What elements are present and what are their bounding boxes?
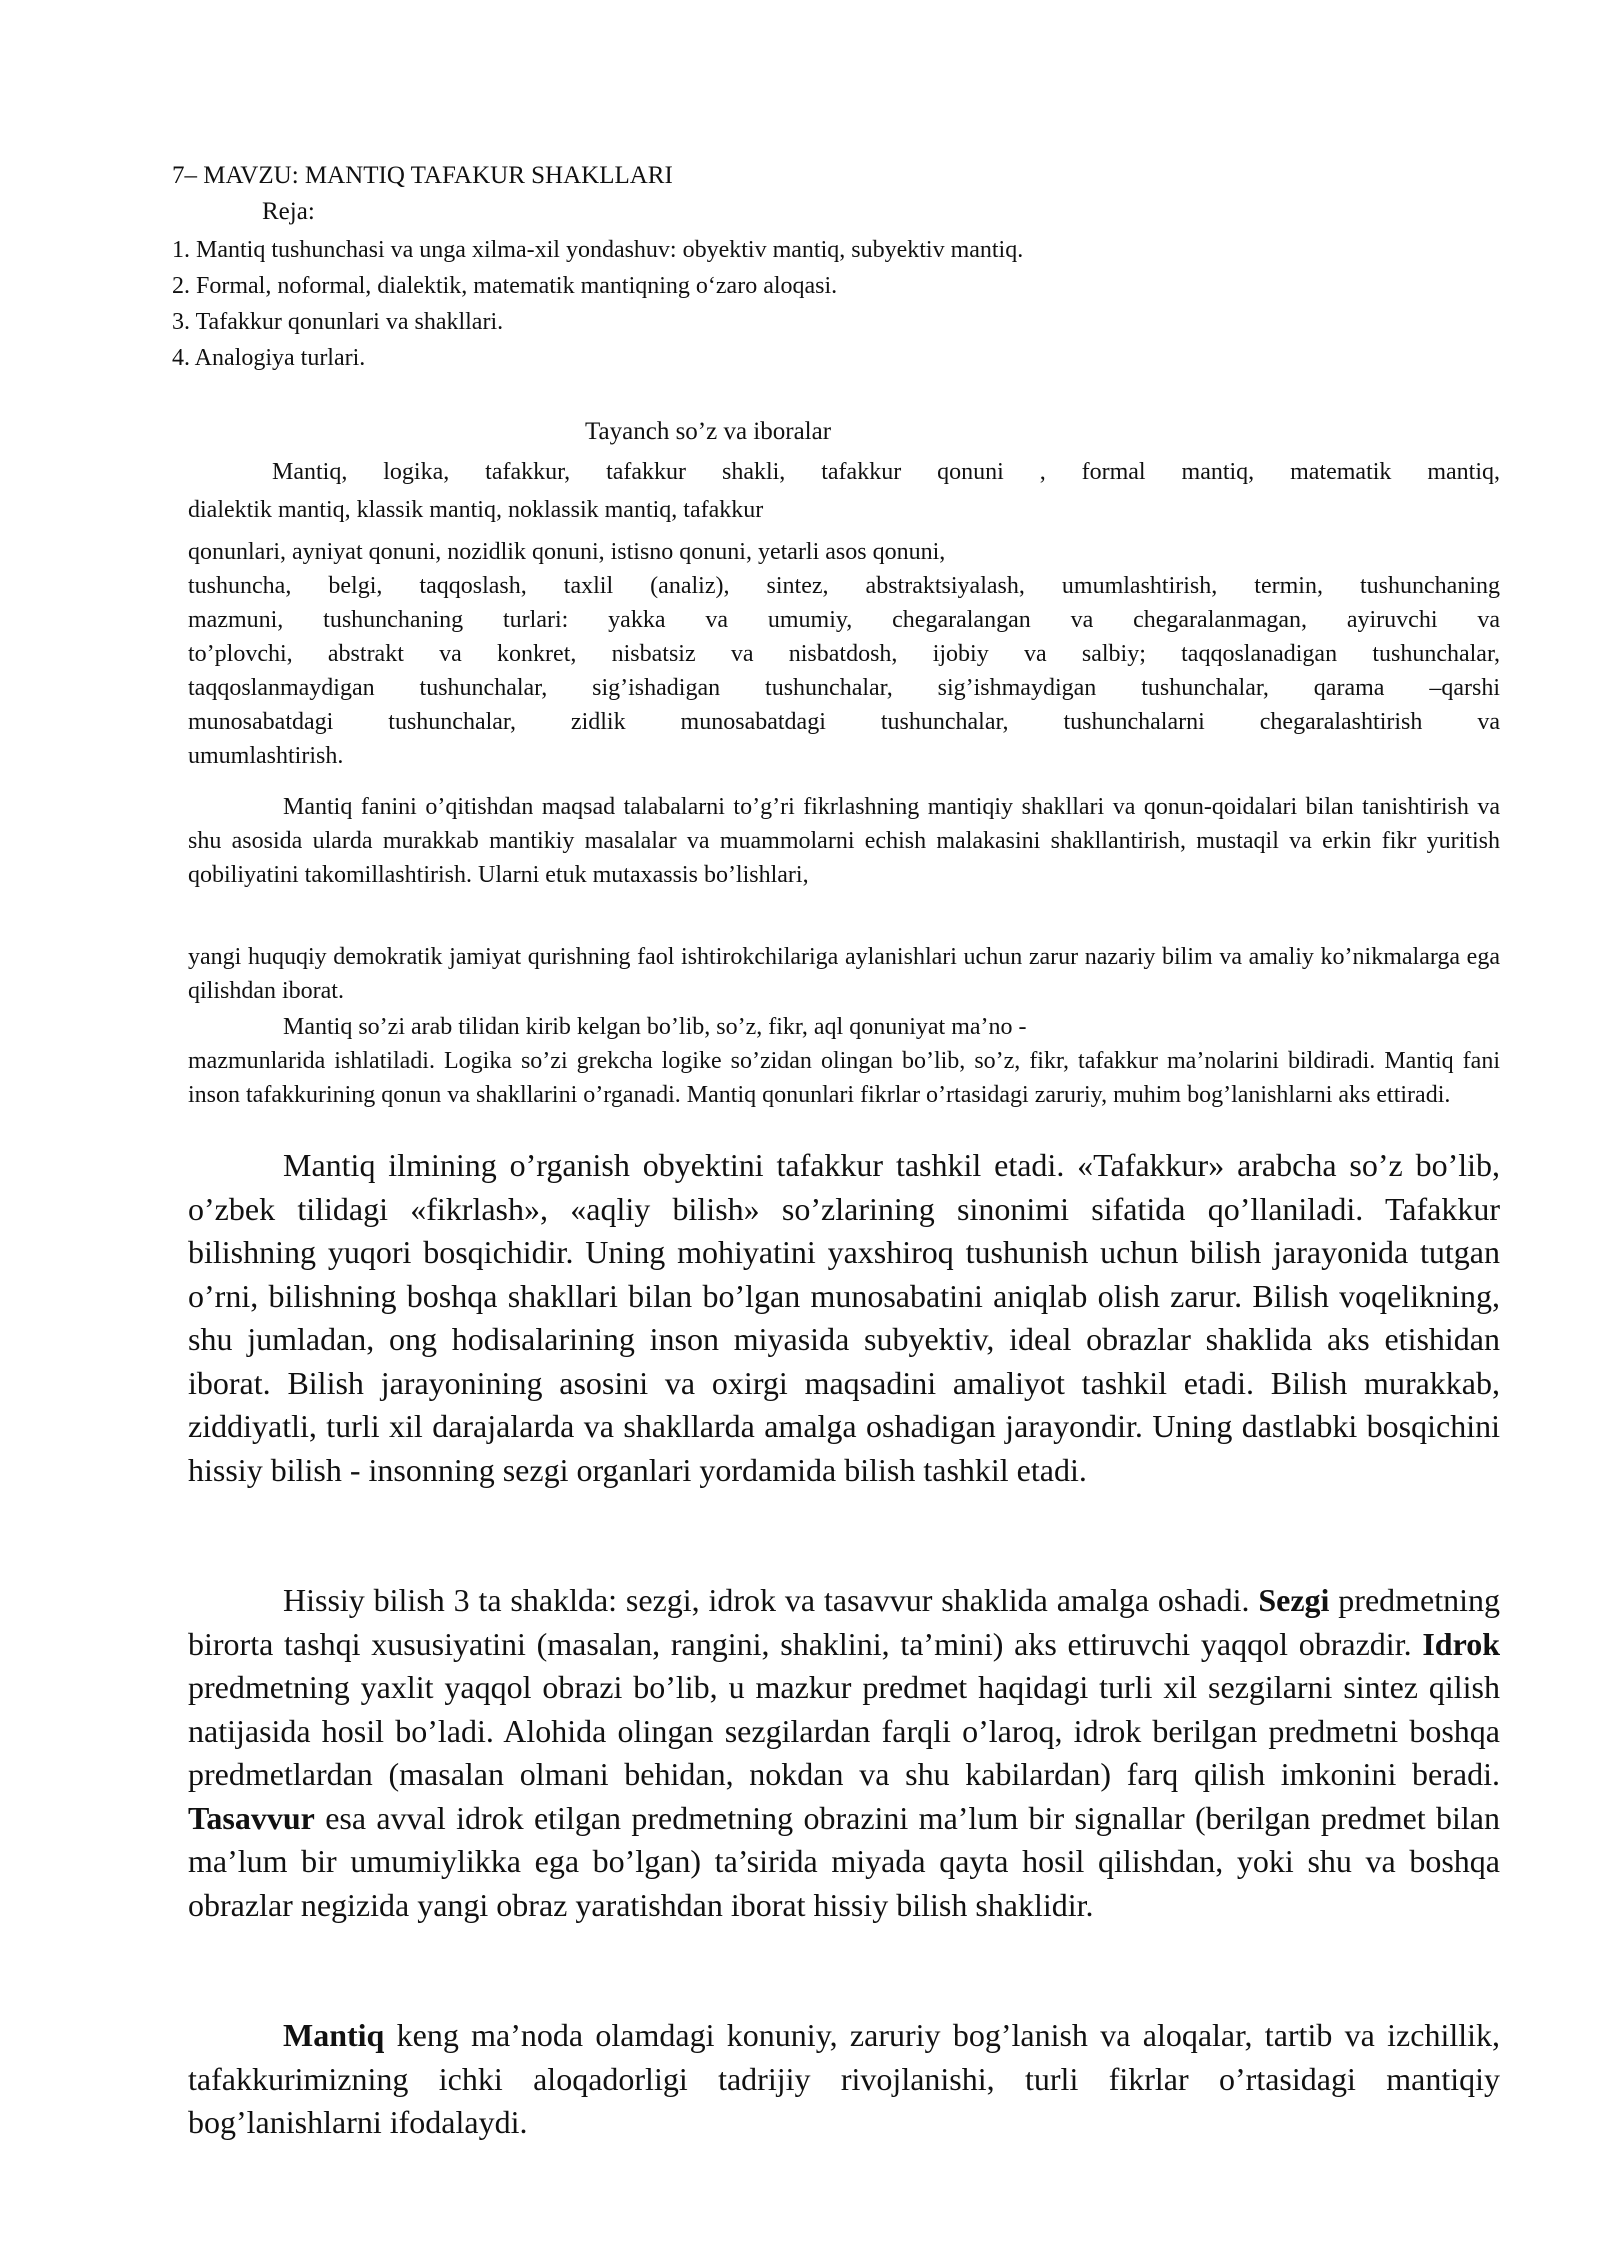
keywords-line: qonunlari, ayniyat qonuni, nozidlik qonuni, istisno qonuni, yetarli asos qonuni, <box>188 539 946 565</box>
body-paragraph-sensory <box>188 1579 1500 1927</box>
sezgi-text: predmetning birorta tashqi xususiyatini (masalan, rangini, shaklini, ta’mini) aks ettiruvchi yaqqol obrazdir. <box>188 1582 1501 1662</box>
etymology-line: Mantiq so’zi arab tilidan kirib kelgan bo’lib, so’z, fikr, aql qonuniyat ma’no - <box>283 1014 1027 1040</box>
topic-title: 7– MAVZU: MANTIQ TAFAKUR SHAKLLARI <box>172 162 673 189</box>
term-tasavvur: Tasavvur <box>188 1799 315 1836</box>
tasavvur-text: esa avval idrok etilgan predmetning obrazini ma’lum bir signallar (berilgan predmet bilan ma’lum bir umumiylikka ega bo’lgan) ta’sirida miyada qayta hosil qilishdan, yoki shu va boshqa obrazlar negizida yangi obraz yaratishdan iborat hissiy bilish shaklidir. <box>188 1799 1501 1923</box>
idrok-text: predmetning yaxlit yaqqol obrazi bo’lib, u mazkur predmet haqidagi turli xil sezgilarni sintez qilish natijasida hosil bo’ladi. Alohida olingan sezgilardan farqli o’laroq, idrok berilgan predmetni boshqa predmetlardan (masalan olmani behidan, nokdan va shu kabilardan) farq qilish imkonini beradi. <box>188 1669 1500 1792</box>
keywords-line: munosabatdagi tushunchalar, zidlik munosabatdagi tushunchalar, tushunchalarni chegaralashtirish va <box>188 709 1500 735</box>
body-paragraph-logic <box>188 2014 1500 2145</box>
term-idrok: Idrok <box>1422 1625 1501 1662</box>
keywords-line: taqqoslanmaydigan tushunchalar, sig’ishadigan tushunchalar, sig’ishmaydigan tushunchalar, qarama –qarshi <box>188 675 1500 701</box>
term-sezgi: Sezgi <box>1258 1582 1330 1618</box>
plan-item: 2. Formal, noformal, dialektik, matematik mantiqning o‘zaro aloqasi. <box>172 273 838 299</box>
plan-title: Reja: <box>262 198 315 225</box>
term-mantiq: Mantiq <box>283 2017 385 2053</box>
keywords-line: to’plovchi, abstrakt va konkret, nisbatsiz va nisbatdosh, ijobiy va salbiy; taqqoslanadigan tushunchalar, <box>188 641 1500 667</box>
keywords-title: Tayanch so’z va iboralar <box>585 418 832 445</box>
plan-list <box>172 232 1023 376</box>
keywords-block <box>188 455 1500 773</box>
plan-item: 4. Analogiya turlari. <box>172 345 366 371</box>
mantiq-text: keng ma’noda olamdagi konuniy, zaruriy bog’lanish va aloqalar, tartib va izchillik, tafakkurimizning ichki aloqadorligi tadrijiy rivojlanishi, turli fikrlar o’rtasidagi mantiqiy bog’lanishlarni ifodalaydi. <box>188 2017 1501 2140</box>
keywords-line: mazmuni, tushunchaning turlari: yakka va umumiy, chegaralangan va chegaralanmagan, ayiruvchi va <box>188 607 1500 633</box>
plan-item: 3. Tafakkur qonunlari va shakllari. <box>172 309 504 335</box>
sensory-intro: Hissiy bilish 3 ta shaklda: sezgi, idrok va tasavvur shaklida amalga oshadi. <box>283 1582 1250 1618</box>
keywords-line: tushuncha, belgi, taqqoslash, taxlil (analiz), sintez, abstraktsiyalash, umumlashtirish, termin, tushunchaning <box>188 573 1500 599</box>
etymology-paragraph: mazmunlarida ishlatiladi. Logika so’zi grekcha logike so’zidan olingan bo’lib, so’z, fikr, tafakkur ma’nolarini bildiradi. Mantiq fani inson tafakkurining qonun va shakllarini o’rganadi. Mantiq qonunlari fikrlar o’rtasidagi zaruriy, muhim bog’lanishlarni aks ettiradi. <box>188 1048 1500 1108</box>
aim-paragraph-1: Mantiq fanini o’qitishdan maqsad talabalarni to’g’ri fikrlashning mantiqiy shakllari va qonun-qoidalari bilan tanishtirish va shu asosida ularda murakkab mantikiy masalalar va muammolarni echish malakasini shakllantirish, mustaqil va erkin fikr yuritish qobiliyatini takomillashtirish. Ularni etuk mutaxassis bo’lishlari, <box>188 794 1500 888</box>
keywords-line: umumlashtirish. <box>188 743 344 769</box>
keywords-line: dialektik mantiq, klassik mantiq, noklassik mantiq, tafakkur <box>188 497 764 523</box>
plan-item: 1. Mantiq tushunchasi va unga xilma-xil yondashuv: obyektiv mantiq, subyektiv mantiq. <box>172 237 1024 263</box>
keywords-line: Mantiq, logika, tafakkur, tafakkur shakli, tafakkur qonuni , formal mantiq, matematik mantiq, <box>272 459 1500 485</box>
aim-paragraph-2: yangi huquqiy demokratik jamiyat qurishning faol ishtirokchilariga aylanishlari uchun zarur nazariy bilim va amaliy ko’nikmalarga ega qilishdan iborat. <box>188 944 1500 1004</box>
body-paragraph-cognition: Mantiq ilmining o’rganish obyektini tafakkur tashkil etadi. «Tafakkur» arabcha so’z bo’lib, o’zbek tilidagi «fikrlash», «aqliy bilish» so’zlarining sinonimi sifatida qo’llaniladi. Tafakkur bilishning yuqori bosqichidir. Uning mohiyatini yaxshiroq tushunish uchun bilish jarayonida tutgan o’rni, bilishning boshqa shakllari bilan bo’lgan munosabatini aniqlab olish zarur. Bilish voqelikning, shu jumladan, ong hodisalarining inson miyasida subyektiv, ideal obrazlar shaklida aks etishidan iborat. Bilish jarayonining asosini va oxirgi maqsadini amaliyot tashkil etadi. Bilish murakkab, ziddiyatli, turli xil darajalarda va shakllarda amalga oshadigan jarayondir. Uning dastlabki bosqichini hissiy bilish - insonning sezgi organlari yordamida bilish tashkil etadi. <box>188 1147 1500 1488</box>
